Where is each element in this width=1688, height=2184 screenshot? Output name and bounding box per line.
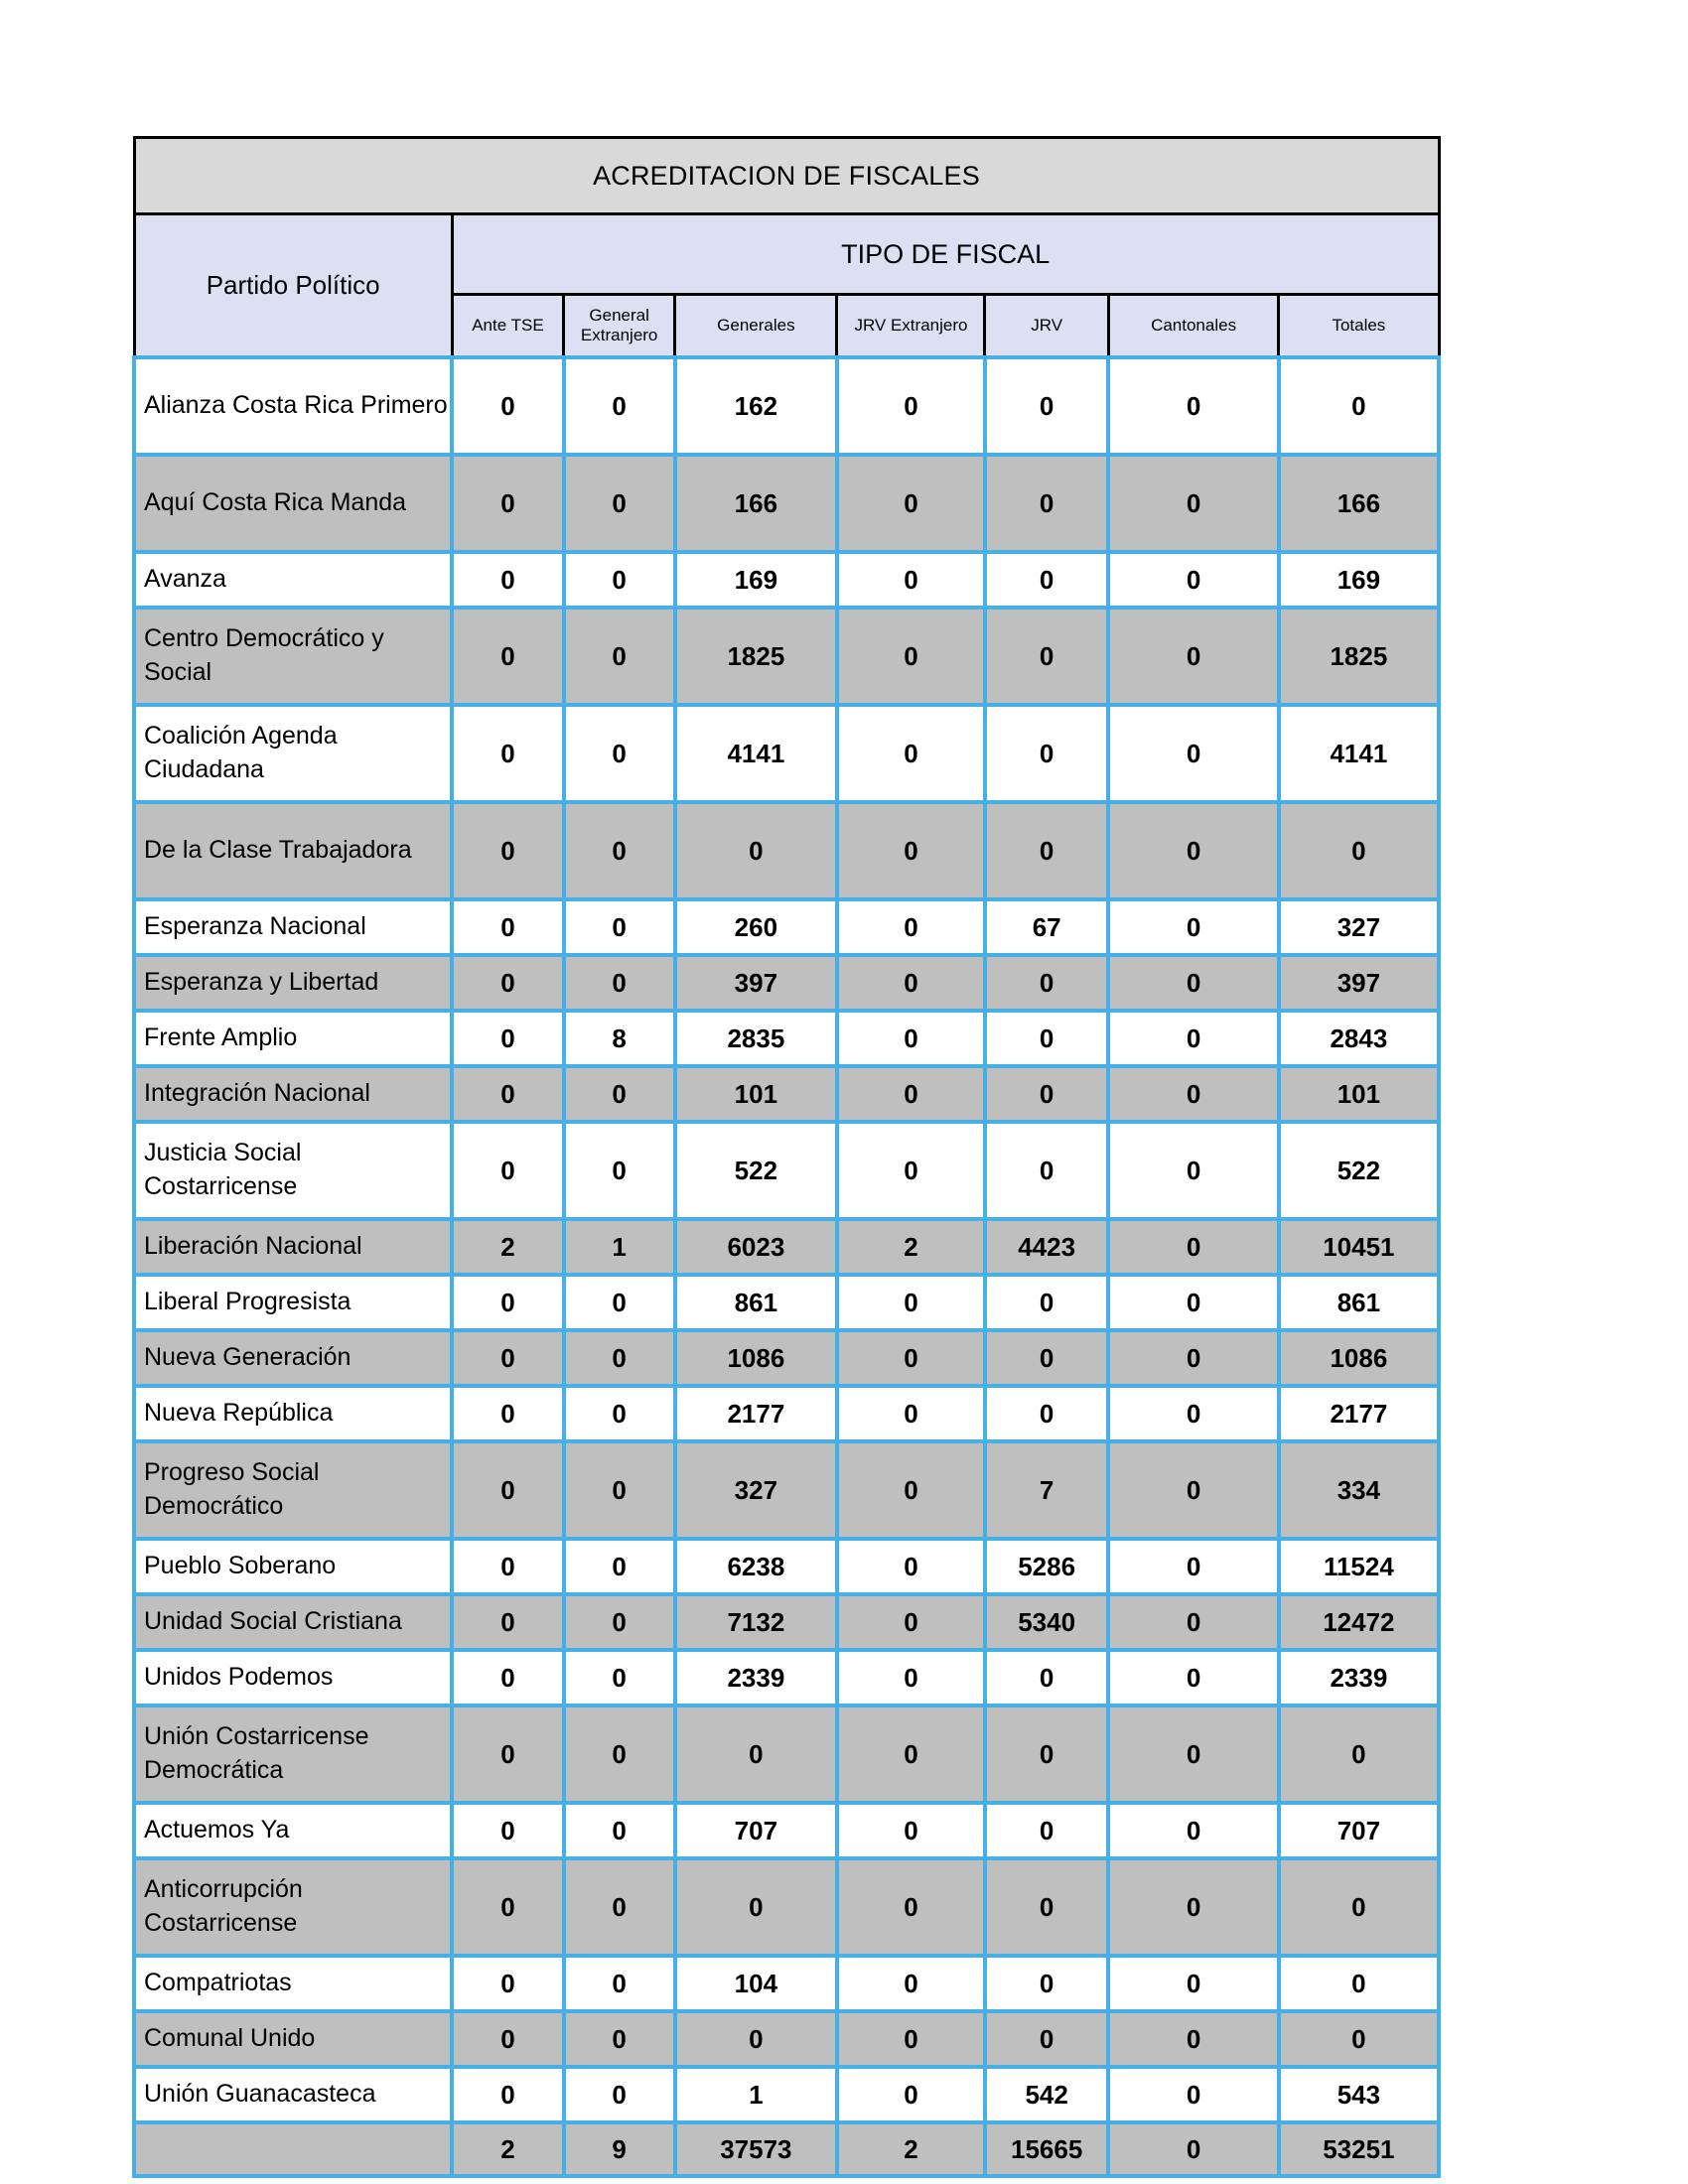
- row-cell-jrv: 0: [985, 1066, 1108, 1122]
- acreditacion-fiscales-sheet: [132, 136, 1441, 2178]
- table-row: [134, 1330, 1439, 1386]
- row-cell-cantonales: 0: [1108, 1858, 1278, 1956]
- row-cell-jrv-extranjero: 0: [837, 1956, 985, 2011]
- row-party-name: Progreso Social Democrático: [134, 1441, 452, 1539]
- row-cell-cantonales: 0: [1108, 955, 1278, 1011]
- row-cell-ante-tse: 0: [452, 1956, 563, 2011]
- row-party-name: Actuemos Ya: [134, 1803, 452, 1858]
- total-cell-totales: 53251: [1279, 2122, 1439, 2176]
- column-header-line2: Extranjero: [580, 326, 658, 344]
- column-header-line1: JRV Extranjero: [854, 316, 968, 336]
- row-cell-generales: 2339: [675, 1650, 837, 1706]
- row-cell-general-extranjero: 0: [564, 899, 675, 955]
- header-partido-politico: Partido Político: [134, 214, 452, 358]
- row-party-name: Alianza Costa Rica Primero: [134, 357, 452, 455]
- row-cell-general-extranjero: 0: [564, 802, 675, 899]
- table-row: [134, 1386, 1439, 1441]
- table-row: [134, 357, 1439, 455]
- row-cell-jrv-extranjero: 0: [837, 1386, 985, 1441]
- row-cell-generales: 0: [675, 1858, 837, 1956]
- row-cell-jrv-extranjero: 0: [837, 955, 985, 1011]
- row-cell-generales: 1825: [675, 608, 837, 705]
- row-cell-totales: 0: [1279, 1956, 1439, 2011]
- table-row: [134, 1706, 1439, 1803]
- row-cell-cantonales: 0: [1108, 455, 1278, 552]
- row-cell-general-extranjero: 0: [564, 1122, 675, 1219]
- row-cell-cantonales: 0: [1108, 1011, 1278, 1066]
- row-cell-ante-tse: 0: [452, 1706, 563, 1803]
- row-cell-general-extranjero: 0: [564, 1441, 675, 1539]
- row-cell-cantonales: 0: [1108, 1539, 1278, 1594]
- row-cell-ante-tse: 2: [452, 1219, 563, 1275]
- row-cell-generales: 4141: [675, 705, 837, 802]
- row-cell-general-extranjero: 0: [564, 552, 675, 608]
- row-party-name: Centro Democrático y Social: [134, 608, 452, 705]
- row-cell-generales: 522: [675, 1122, 837, 1219]
- total-cell-jrv: 15665: [985, 2122, 1108, 2176]
- row-cell-cantonales: 0: [1108, 1386, 1278, 1441]
- row-party-name: Unión Guanacasteca: [134, 2067, 452, 2122]
- row-party-name: Pueblo Soberano: [134, 1539, 452, 1594]
- row-cell-jrv: 0: [985, 1275, 1108, 1330]
- row-cell-general-extranjero: 1: [564, 1219, 675, 1275]
- table-row: [134, 1219, 1439, 1275]
- row-cell-jrv: 0: [985, 1803, 1108, 1858]
- table-row: [134, 705, 1439, 802]
- row-party-name: Frente Amplio: [134, 1011, 452, 1066]
- row-cell-jrv: 0: [985, 1122, 1108, 1219]
- row-cell-general-extranjero: 0: [564, 1275, 675, 1330]
- row-cell-ante-tse: 0: [452, 802, 563, 899]
- row-cell-totales: 11524: [1279, 1539, 1439, 1594]
- row-cell-jrv: 0: [985, 1956, 1108, 2011]
- acreditacion-fiscales-table: [132, 136, 1441, 2178]
- row-cell-cantonales: 0: [1108, 1066, 1278, 1122]
- row-cell-general-extranjero: 0: [564, 1330, 675, 1386]
- row-cell-jrv-extranjero: 0: [837, 899, 985, 955]
- row-cell-totales: 397: [1279, 955, 1439, 1011]
- table-row: [134, 1858, 1439, 1956]
- table-row: [134, 455, 1439, 552]
- row-cell-generales: 1: [675, 2067, 837, 2122]
- row-cell-cantonales: 0: [1108, 357, 1278, 455]
- table-title: ACREDITACION DE FISCALES: [134, 138, 1439, 214]
- total-cell-generales: 37573: [675, 2122, 837, 2176]
- row-cell-ante-tse: 0: [452, 552, 563, 608]
- table-row: [134, 955, 1439, 1011]
- row-party-name: Liberal Progresista: [134, 1275, 452, 1330]
- row-cell-ante-tse: 0: [452, 1011, 563, 1066]
- column-header-line1: General: [589, 306, 649, 326]
- row-cell-jrv: 5286: [985, 1539, 1108, 1594]
- row-cell-totales: 10451: [1279, 1219, 1439, 1275]
- row-cell-jrv-extranjero: 0: [837, 1858, 985, 1956]
- column-header-cantonales: [1108, 295, 1278, 358]
- row-cell-jrv: 0: [985, 1650, 1108, 1706]
- row-cell-jrv-extranjero: 2: [837, 1219, 985, 1275]
- row-cell-cantonales: 0: [1108, 608, 1278, 705]
- row-cell-generales: 7132: [675, 1594, 837, 1650]
- row-party-name: Nueva Generación: [134, 1330, 452, 1386]
- row-cell-ante-tse: 0: [452, 1441, 563, 1539]
- row-cell-jrv: 67: [985, 899, 1108, 955]
- row-cell-general-extranjero: 0: [564, 2011, 675, 2067]
- total-cell-cantonales: 0: [1108, 2122, 1278, 2176]
- row-cell-totales: 2843: [1279, 1011, 1439, 1066]
- row-cell-totales: 327: [1279, 899, 1439, 955]
- table-head: [134, 138, 1439, 358]
- row-cell-generales: 101: [675, 1066, 837, 1122]
- row-cell-totales: 334: [1279, 1441, 1439, 1539]
- row-cell-generales: 166: [675, 455, 837, 552]
- row-cell-jrv-extranjero: 0: [837, 1330, 985, 1386]
- table-row: [134, 1956, 1439, 2011]
- row-cell-ante-tse: 0: [452, 2067, 563, 2122]
- row-cell-ante-tse: 0: [452, 1594, 563, 1650]
- row-cell-jrv: 7: [985, 1441, 1108, 1539]
- row-cell-totales: 543: [1279, 2067, 1439, 2122]
- row-cell-general-extranjero: 0: [564, 1066, 675, 1122]
- row-party-name: Liberación Nacional: [134, 1219, 452, 1275]
- row-cell-general-extranjero: 0: [564, 1386, 675, 1441]
- row-cell-ante-tse: 0: [452, 1275, 563, 1330]
- row-cell-ante-tse: 0: [452, 455, 563, 552]
- row-cell-totales: 1086: [1279, 1330, 1439, 1386]
- row-party-name: De la Clase Trabajadora: [134, 802, 452, 899]
- row-party-name: Justicia Social Costarricense: [134, 1122, 452, 1219]
- table-row: [134, 608, 1439, 705]
- row-party-name: Unión Costarricense Democrática: [134, 1706, 452, 1803]
- row-cell-cantonales: 0: [1108, 1122, 1278, 1219]
- row-party-name: Unidad Social Cristiana: [134, 1594, 452, 1650]
- row-cell-totales: 522: [1279, 1122, 1439, 1219]
- column-header-ante-tse: [452, 295, 563, 358]
- row-cell-totales: 707: [1279, 1803, 1439, 1858]
- row-cell-totales: 0: [1279, 1858, 1439, 1956]
- row-cell-ante-tse: 0: [452, 357, 563, 455]
- row-cell-jrv: 0: [985, 1330, 1108, 1386]
- row-cell-jrv: 0: [985, 357, 1108, 455]
- row-cell-general-extranjero: 0: [564, 1594, 675, 1650]
- row-cell-totales: 0: [1279, 802, 1439, 899]
- row-party-name: Avanza: [134, 552, 452, 608]
- row-cell-ante-tse: 0: [452, 1066, 563, 1122]
- row-cell-ante-tse: 0: [452, 705, 563, 802]
- row-cell-generales: 861: [675, 1275, 837, 1330]
- table-body: [134, 357, 1439, 2176]
- row-party-name: Nueva República: [134, 1386, 452, 1441]
- row-cell-ante-tse: 0: [452, 1539, 563, 1594]
- row-cell-cantonales: 0: [1108, 1706, 1278, 1803]
- total-cell-ante-tse: 2: [452, 2122, 563, 2176]
- row-cell-generales: 104: [675, 1956, 837, 2011]
- row-cell-totales: 0: [1279, 357, 1439, 455]
- row-cell-jrv: 0: [985, 2011, 1108, 2067]
- column-header-general-extranjero: [564, 295, 675, 358]
- row-cell-general-extranjero: 0: [564, 608, 675, 705]
- row-cell-generales: 6238: [675, 1539, 837, 1594]
- table-row: [134, 802, 1439, 899]
- row-cell-jrv: 0: [985, 455, 1108, 552]
- row-cell-jrv-extranjero: 0: [837, 802, 985, 899]
- table-total-row: [134, 2122, 1439, 2176]
- total-cell-jrv-extranjero: 2: [837, 2122, 985, 2176]
- row-party-name: Unidos Podemos: [134, 1650, 452, 1706]
- row-cell-jrv-extranjero: 0: [837, 1706, 985, 1803]
- row-cell-cantonales: 0: [1108, 802, 1278, 899]
- row-party-name: Esperanza y Libertad: [134, 955, 452, 1011]
- table-row: [134, 1011, 1439, 1066]
- row-cell-general-extranjero: 0: [564, 955, 675, 1011]
- row-cell-jrv: 0: [985, 1011, 1108, 1066]
- row-cell-jrv: 0: [985, 1858, 1108, 1956]
- row-cell-generales: 397: [675, 955, 837, 1011]
- row-cell-general-extranjero: 0: [564, 1539, 675, 1594]
- column-header-totales: [1279, 295, 1439, 358]
- column-header-line1: Totales: [1332, 316, 1386, 336]
- table-row: [134, 1122, 1439, 1219]
- row-cell-jrv-extranjero: 0: [837, 1066, 985, 1122]
- row-cell-ante-tse: 0: [452, 1122, 563, 1219]
- table-row: [134, 1066, 1439, 1122]
- row-cell-jrv: 5340: [985, 1594, 1108, 1650]
- table-row: [134, 1539, 1439, 1594]
- row-cell-totales: 166: [1279, 455, 1439, 552]
- row-cell-totales: 0: [1279, 1706, 1439, 1803]
- row-cell-jrv: 0: [985, 955, 1108, 1011]
- row-cell-cantonales: 0: [1108, 1650, 1278, 1706]
- row-cell-generales: 1086: [675, 1330, 837, 1386]
- row-cell-cantonales: 0: [1108, 1275, 1278, 1330]
- row-cell-generales: 260: [675, 899, 837, 955]
- table-row: [134, 2067, 1439, 2122]
- row-cell-ante-tse: 0: [452, 955, 563, 1011]
- column-header-line1: Ante TSE: [472, 316, 544, 336]
- row-cell-jrv-extranjero: 0: [837, 705, 985, 802]
- row-cell-ante-tse: 0: [452, 899, 563, 955]
- row-cell-jrv-extranjero: 0: [837, 1650, 985, 1706]
- table-row: [134, 1803, 1439, 1858]
- row-party-name: Esperanza Nacional: [134, 899, 452, 955]
- total-cell-general-extranjero: 9: [564, 2122, 675, 2176]
- row-cell-jrv-extranjero: 0: [837, 608, 985, 705]
- table-row: [134, 1275, 1439, 1330]
- table-row: [134, 1441, 1439, 1539]
- row-cell-jrv-extranjero: 0: [837, 1594, 985, 1650]
- row-cell-cantonales: 0: [1108, 705, 1278, 802]
- row-party-name: Integración Nacional: [134, 1066, 452, 1122]
- row-cell-cantonales: 0: [1108, 1803, 1278, 1858]
- row-cell-ante-tse: 0: [452, 1330, 563, 1386]
- row-cell-general-extranjero: 0: [564, 357, 675, 455]
- row-cell-totales: 1825: [1279, 608, 1439, 705]
- total-row-label: [134, 2122, 452, 2176]
- header-tipo-de-fiscal: TIPO DE FISCAL: [452, 214, 1439, 295]
- column-header-line1: JRV: [1031, 316, 1063, 336]
- row-cell-cantonales: 0: [1108, 1956, 1278, 2011]
- row-cell-cantonales: 0: [1108, 1441, 1278, 1539]
- row-cell-generales: 0: [675, 2011, 837, 2067]
- row-cell-jrv-extranjero: 0: [837, 455, 985, 552]
- row-party-name: Comunal Unido: [134, 2011, 452, 2067]
- row-cell-general-extranjero: 0: [564, 705, 675, 802]
- row-cell-generales: 169: [675, 552, 837, 608]
- row-cell-general-extranjero: 0: [564, 1706, 675, 1803]
- table-row: [134, 899, 1439, 955]
- row-cell-jrv-extranjero: 0: [837, 1122, 985, 1219]
- row-cell-totales: 861: [1279, 1275, 1439, 1330]
- row-cell-ante-tse: 0: [452, 2011, 563, 2067]
- row-cell-generales: 0: [675, 802, 837, 899]
- row-cell-jrv-extranjero: 0: [837, 1803, 985, 1858]
- row-cell-general-extranjero: 0: [564, 1956, 675, 2011]
- column-header-jrv-extranjero: [837, 295, 985, 358]
- column-header-generales: [675, 295, 837, 358]
- header-group-row: [134, 214, 1439, 295]
- row-cell-jrv-extranjero: 0: [837, 357, 985, 455]
- row-cell-general-extranjero: 8: [564, 1011, 675, 1066]
- row-cell-generales: 2177: [675, 1386, 837, 1441]
- table-row: [134, 1650, 1439, 1706]
- table-row: [134, 552, 1439, 608]
- row-party-name: Coalición Agenda Ciudadana: [134, 705, 452, 802]
- row-cell-jrv-extranjero: 0: [837, 2011, 985, 2067]
- row-cell-totales: 12472: [1279, 1594, 1439, 1650]
- row-cell-totales: 169: [1279, 552, 1439, 608]
- row-cell-totales: 2177: [1279, 1386, 1439, 1441]
- row-cell-general-extranjero: 0: [564, 2067, 675, 2122]
- row-cell-jrv: 0: [985, 802, 1108, 899]
- row-party-name: Aquí Costa Rica Manda: [134, 455, 452, 552]
- row-cell-cantonales: 0: [1108, 2067, 1278, 2122]
- table-row: [134, 1594, 1439, 1650]
- row-cell-jrv-extranjero: 0: [837, 1539, 985, 1594]
- row-cell-cantonales: 0: [1108, 1330, 1278, 1386]
- row-cell-generales: 327: [675, 1441, 837, 1539]
- row-cell-jrv: 0: [985, 552, 1108, 608]
- row-cell-totales: 4141: [1279, 705, 1439, 802]
- row-cell-cantonales: 0: [1108, 899, 1278, 955]
- row-cell-general-extranjero: 0: [564, 1650, 675, 1706]
- row-cell-jrv: 0: [985, 1706, 1108, 1803]
- row-cell-totales: 2339: [1279, 1650, 1439, 1706]
- row-cell-cantonales: 0: [1108, 1594, 1278, 1650]
- row-cell-generales: 6023: [675, 1219, 837, 1275]
- row-cell-jrv-extranjero: 0: [837, 1011, 985, 1066]
- row-cell-generales: 0: [675, 1706, 837, 1803]
- row-cell-jrv-extranjero: 0: [837, 1275, 985, 1330]
- row-cell-ante-tse: 0: [452, 1650, 563, 1706]
- row-cell-jrv-extranjero: 0: [837, 2067, 985, 2122]
- row-party-name: Compatriotas: [134, 1956, 452, 2011]
- row-cell-jrv: 4423: [985, 1219, 1108, 1275]
- row-cell-cantonales: 0: [1108, 552, 1278, 608]
- row-cell-general-extranjero: 0: [564, 1858, 675, 1956]
- row-cell-jrv: 542: [985, 2067, 1108, 2122]
- row-cell-general-extranjero: 0: [564, 455, 675, 552]
- row-cell-jrv-extranjero: 0: [837, 1441, 985, 1539]
- row-cell-jrv-extranjero: 0: [837, 552, 985, 608]
- row-party-name: Anticorrupción Costarricense: [134, 1858, 452, 1956]
- row-cell-cantonales: 0: [1108, 2011, 1278, 2067]
- row-cell-general-extranjero: 0: [564, 1803, 675, 1858]
- row-cell-jrv: 0: [985, 608, 1108, 705]
- row-cell-ante-tse: 0: [452, 1386, 563, 1441]
- row-cell-jrv: 0: [985, 1386, 1108, 1441]
- row-cell-ante-tse: 0: [452, 608, 563, 705]
- column-header-jrv: [985, 295, 1108, 358]
- row-cell-ante-tse: 0: [452, 1803, 563, 1858]
- column-header-line1: Generales: [717, 316, 795, 336]
- row-cell-generales: 2835: [675, 1011, 837, 1066]
- row-cell-totales: 101: [1279, 1066, 1439, 1122]
- column-header-line1: Cantonales: [1151, 316, 1237, 336]
- row-cell-jrv: 0: [985, 705, 1108, 802]
- row-cell-generales: 707: [675, 1803, 837, 1858]
- row-cell-cantonales: 0: [1108, 1219, 1278, 1275]
- row-cell-ante-tse: 0: [452, 1858, 563, 1956]
- row-cell-generales: 162: [675, 357, 837, 455]
- row-cell-totales: 0: [1279, 2011, 1439, 2067]
- table-title-row: [134, 138, 1439, 214]
- table-row: [134, 2011, 1439, 2067]
